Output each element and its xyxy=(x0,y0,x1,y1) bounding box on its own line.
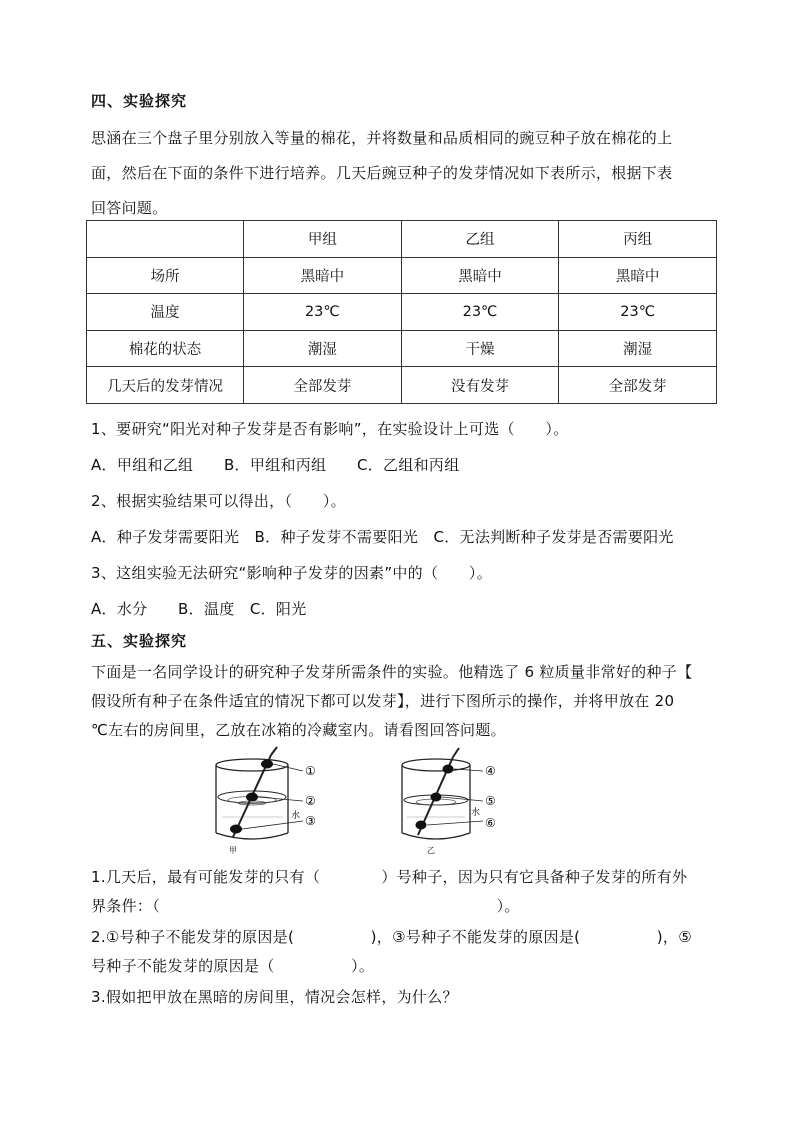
beaker-experiment-figure xyxy=(205,745,525,857)
beaker-right-label: 乙 xyxy=(427,846,435,855)
table-cell: 23℃ xyxy=(244,294,402,331)
table-row xyxy=(87,330,717,367)
table-header-cell: 乙组 xyxy=(401,221,559,258)
section5-intro-line3: ℃左右的房间里，乙放在冰箱的冷藏室内。请看图回答问题。 xyxy=(91,721,506,739)
germination-table xyxy=(86,220,717,404)
marker-5: ⑤ xyxy=(485,794,496,808)
table-header-cell xyxy=(87,221,244,258)
table-header-cell: 甲组 xyxy=(244,221,402,258)
s5-question2-line1: 2.①号种子不能发芽的原因是( )，③号种子不能发芽的原因是( )，⑤ xyxy=(91,928,692,946)
s4-question1-options: A．甲组和乙组 B．甲组和丙组 C．乙组和丙组 xyxy=(91,456,460,474)
right-marker-labels xyxy=(427,764,496,855)
beaker-right xyxy=(402,748,483,839)
marker-3: ③ xyxy=(305,814,316,828)
section4-heading: 四、实验探究 xyxy=(91,92,188,110)
table-cell: 潮湿 xyxy=(244,330,402,367)
table-cell: 干燥 xyxy=(401,330,559,367)
table-cell: 23℃ xyxy=(559,294,717,331)
water-label-left: 水 xyxy=(291,811,301,821)
table-cell: 全部发芽 xyxy=(244,367,402,404)
table-cell: 温度 xyxy=(87,294,244,331)
table-cell: 场所 xyxy=(87,257,244,294)
table-cell: 没有发芽 xyxy=(401,367,559,404)
table-cell: 棉花的状态 xyxy=(87,330,244,367)
s5-question2-line2: 号种子不能发芽的原因是（ ）。 xyxy=(91,957,375,975)
section5-heading: 五、实验探究 xyxy=(91,632,188,650)
s4-question3-options: A．水分 B．温度 C．阳光 xyxy=(91,600,307,618)
marker-4: ④ xyxy=(485,764,496,778)
section5-intro-line2: 假设所有种子在条件适宜的情况下都可以发芽】，进行下图所示的操作，并将甲放在 20 xyxy=(91,692,675,710)
s5-question3: 3.假如把甲放在黑暗的房间里，情况会怎样，为什么？ xyxy=(91,988,458,1006)
beaker-left-label: 甲 xyxy=(229,846,237,855)
s4-question1: 1、要研究“阳光对种子发芽是否有影响”，在实验设计上可选（ ）。 xyxy=(91,420,569,438)
left-marker-labels xyxy=(229,764,316,855)
s4-question3: 3、这组实验无法研究“影响种子发芽的因素”中的（ ）。 xyxy=(91,564,492,582)
s5-question1-line2: 界条件：（ ）。 xyxy=(91,897,520,915)
marker-1: ① xyxy=(305,764,316,778)
s4-question2: 2、根据实验结果可以得出，（ ）。 xyxy=(91,492,346,510)
table-header-cell: 丙组 xyxy=(559,221,717,258)
table-cell: 黑暗中 xyxy=(244,257,402,294)
beaker-left xyxy=(216,747,303,839)
s4-question2-options: A．种子发芽需要阳光 B．种子发芽不需要阳光 C．无法判断种子发芽是否需要阳光 xyxy=(91,528,674,546)
section4-intro-line2: 面，然后在下面的条件下进行培养。几天后豌豆种子的发芽情况如下表所示，根据下表 xyxy=(91,164,673,182)
table-cell: 几天后的发芽情况 xyxy=(87,367,244,404)
table-header-row xyxy=(87,221,717,258)
table-cell: 全部发芽 xyxy=(559,367,717,404)
table-row xyxy=(87,367,717,404)
table-cell: 潮湿 xyxy=(559,330,717,367)
table-cell: 23℃ xyxy=(401,294,559,331)
table-cell: 黑暗中 xyxy=(559,257,717,294)
section5-intro-line1: 下面是一名同学设计的研究种子发芽所需条件的实验。他精选了 6 粒质量非常好的种子【 xyxy=(91,663,693,681)
table-row xyxy=(87,294,717,331)
table-cell: 黑暗中 xyxy=(401,257,559,294)
s5-question1-line1: 1.几天后，最有可能发芽的只有（ ）号种子，因为只有它具备种子发芽的所有外 xyxy=(91,868,688,886)
section4-intro-line1: 思涵在三个盘子里分别放入等量的棉花，并将数量和品质相同的豌豆种子放在棉花的上 xyxy=(91,129,673,147)
marker-2: ② xyxy=(305,794,316,808)
water-label-right: 水 xyxy=(471,808,481,818)
table-row xyxy=(87,257,717,294)
section4-intro-line3: 回答问题。 xyxy=(91,199,168,217)
marker-6: ⑥ xyxy=(485,816,496,830)
